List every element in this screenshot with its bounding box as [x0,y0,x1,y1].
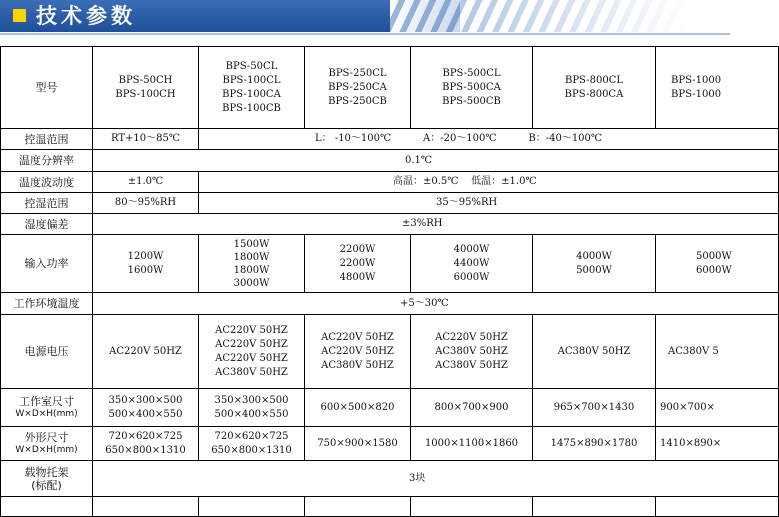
header-stripes [390,0,690,32]
model-cell: BPS-800CL BPS-800CA [533,47,656,129]
table-cell: AC220V 50HZ [93,315,199,389]
row-label-shelves: 载物托架 (标配) [1,461,93,497]
table-cell: 高温：±0.5℃ 低温：±1.0℃ [199,172,779,193]
row-label-temp-fluctuation: 温度波动度 [1,172,93,193]
table-cell: 1475×890×1780 [533,427,656,461]
model-cell: BPS-1000 BPS-1000 [656,47,779,129]
table-row-power-supply [1,315,779,389]
table-row-humidity-range [1,193,779,214]
table-cell: 2200W 2200W 4800W [305,235,411,293]
row-label-humidity-range: 控湿范围 [1,193,93,214]
table-cell: 965×700×1430 [533,389,656,427]
table-cell: 600×500×820 [305,389,411,427]
table-cell: 900×700× [656,389,779,427]
model-cell: BPS-50CL BPS-100CL BPS-100CA BPS-100CB [199,47,305,129]
bullet-square-icon [13,9,26,22]
table-cell: +5～30℃ [93,293,779,315]
table-row-chamber-size [1,389,779,427]
table-cell: L： -10～100℃ A：-20～100℃ B：-40～100℃ [199,129,779,150]
table-row-model [1,47,779,129]
table-cell: 1000×1100×1860 [411,427,533,461]
row-label-temp-range: 控温范围 [1,129,93,150]
table-row-temp-fluctuation [1,172,779,193]
table-cell: 350×300×500 500×400×550 [199,389,305,427]
spec-table [0,46,779,517]
row-label-ambient-temp: 工作环境温度 [1,293,93,315]
table-cell: AC220V 50HZ AC380V 50HZ AC380V 50HZ [411,315,533,389]
table-cell: AC220V 50HZ AC220V 50HZ AC380V 50HZ [305,315,411,389]
table-cell: 3块 [93,461,779,497]
table-cell: AC380V 50HZ [533,315,656,389]
row-label-model: 型号 [1,47,93,129]
table-cell: 720×620×725 650×800×1310 [93,427,199,461]
model-cell: BPS-250CL BPS-250CA BPS-250CB [305,47,411,129]
table-cell: 35～95%RH [199,193,779,214]
table-cell: ±3%RH [93,214,779,235]
table-row-ambient-temp [1,293,779,315]
table-cell: 1200W 1600W [93,235,199,293]
table-cell: 350×300×500 500×400×550 [93,389,199,427]
table-cell: 750×900×1580 [305,427,411,461]
table-row-input-power [1,235,779,293]
model-cell: BPS-50CH BPS-100CH [93,47,199,129]
table-cell: 4000W 4400W 6000W [411,235,533,293]
table-cell: 1500W 1800W 1800W 3000W [199,235,305,293]
table-cell: RT+10～85℃ [93,129,199,150]
row-label-humidity-deviation: 湿度偏差 [1,214,93,235]
table-row-shelves [1,461,779,497]
table-cell: 80～95%RH [93,193,199,214]
table-cell: AC220V 50HZ AC220V 50HZ AC220V 50HZ AC380V 50HZ [199,315,305,389]
row-label-temp-resolution: 温度分辨率 [1,150,93,172]
table-cell: 800×700×900 [411,389,533,427]
model-cell: BPS-500CL BPS-500CA BPS-500CB [411,47,533,129]
table-cell: 0.1℃ [93,150,779,172]
section-title: 技术参数 [36,4,136,28]
row-label-power-supply: 电源电压 [1,315,93,389]
table-cell: 5000W 6000W [656,235,779,293]
header-divider [0,33,730,35]
row-label-input-power: 输入功率 [1,235,93,293]
table-cell: 1410×890× [656,427,779,461]
row-label-outer-size: 外形尺寸 W×D×H(mm) [1,427,93,461]
table-row [1,497,779,517]
section-header [0,0,730,36]
table-cell: 4000W 5000W [533,235,656,293]
table-cell: 720×620×725 650×800×1310 [199,427,305,461]
table-row-temp-resolution [1,150,779,172]
table-cell: AC380V 5 [656,315,779,389]
table-row-outer-size [1,427,779,461]
table-row-temp-range [1,129,779,150]
row-label-chamber-size: 工作室尺寸 W×D×H(mm) [1,389,93,427]
table-cell: ±1.0℃ [93,172,199,193]
table-row-humidity-deviation [1,214,779,235]
spec-table-container [0,46,732,492]
